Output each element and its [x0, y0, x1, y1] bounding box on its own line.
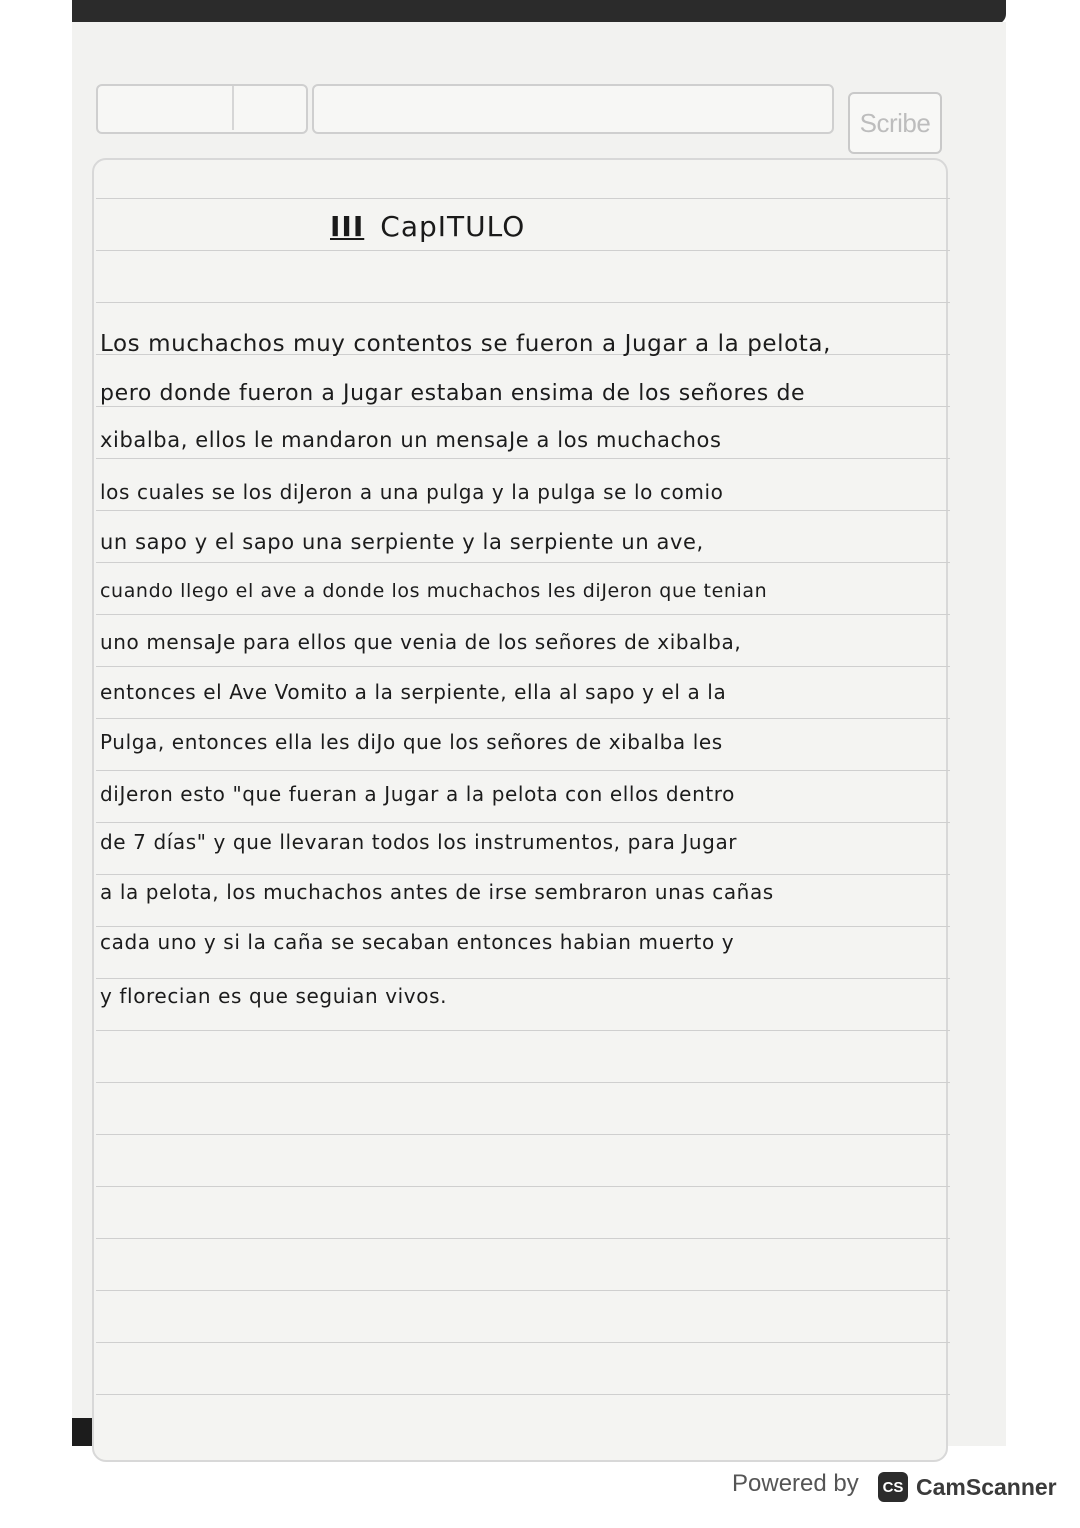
handwritten-line: pero donde fueron a Jugar estaban ensima de los señores de [100, 381, 806, 406]
ruled-line [96, 510, 950, 511]
chapter-heading [330, 210, 525, 243]
ruled-line [96, 302, 950, 303]
handwritten-line: y florecian es que seguian vivos. [100, 984, 448, 1008]
ruled-line [96, 614, 950, 615]
handwritten-line: de 7 días" y que llevaran todos los instrumentos, para Jugar [100, 830, 738, 854]
handwritten-line: uno mensaJe para ellos que venia de los señores de xibalba, [100, 630, 742, 654]
ruled-line [96, 1238, 950, 1239]
header-field-title [312, 84, 834, 134]
ruled-line [96, 1186, 950, 1187]
ruled-line [96, 978, 950, 979]
camscanner-logo-icon: CS [878, 1472, 908, 1502]
ruled-line [96, 1082, 950, 1083]
handwritten-line: Pulga, entonces ella les diJo que los señores de xibalba les [100, 730, 723, 754]
ruled-line [96, 458, 950, 459]
handwritten-line: diJeron esto "que fueran a Jugar a la pelota con ellos dentro [100, 782, 736, 806]
handwritten-line: a la pelota, los muchachos antes de irse sembraron unas cañas [100, 880, 774, 904]
ruled-line [96, 1030, 950, 1031]
handwritten-line: Los muchachos muy contentos se fueron a Jugar a la pelota, [100, 331, 832, 357]
ruled-line [96, 406, 950, 407]
ruled-line [96, 562, 950, 563]
handwritten-line: xibalba, ellos le mandaron un mensaJe a los muchachos [100, 428, 722, 452]
ruled-line [96, 926, 950, 927]
scribe-logo: Scribe [848, 92, 942, 154]
chapter-number: III [330, 210, 365, 243]
chapter-title-text: CapITULO [380, 210, 526, 243]
ruled-line [96, 1134, 950, 1135]
ruled-line [96, 718, 950, 719]
ruled-line [96, 250, 950, 251]
ruled-line [96, 770, 950, 771]
handwritten-line: entonces el Ave Vomito a la serpiente, ella al sapo y el a la [100, 680, 727, 704]
powered-by-label: Powered by [732, 1470, 859, 1497]
ruled-line [96, 198, 950, 199]
ruled-line [96, 1394, 950, 1395]
handwritten-line: un sapo y el sapo una serpiente y la serpiente un ave, [100, 530, 704, 554]
header-divider [232, 86, 234, 130]
handwritten-line: cada uno y si la caña se secaban entonces habian muerto y [100, 930, 735, 954]
handwritten-line: los cuales se los diJeron a una pulga y la pulga se lo comio [100, 480, 724, 504]
header-field-left [96, 84, 308, 134]
camscanner-brand: CamScanner [916, 1474, 1057, 1500]
ruled-line [96, 822, 950, 823]
handwritten-line: cuando llego el ave a donde los muchachos les diJeron que tenian [100, 580, 768, 602]
ruled-line [96, 874, 950, 875]
scan-edge-shadow [72, 0, 1006, 24]
ruled-line [96, 1290, 950, 1291]
ruled-line [96, 1342, 950, 1343]
ruled-line [96, 666, 950, 667]
